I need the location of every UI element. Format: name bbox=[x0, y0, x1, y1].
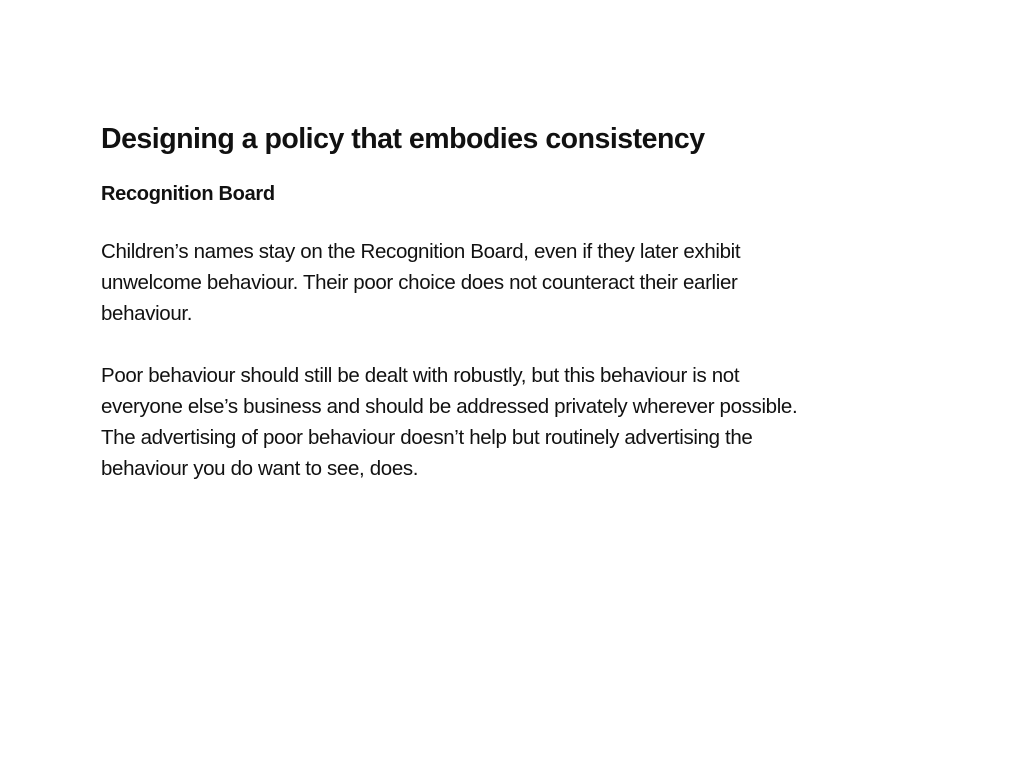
paragraph-line: Poor behaviour should still be dealt with robustly, but this behaviour is not bbox=[101, 364, 740, 388]
paragraph-line: Children’s names stay on the Recognition Board, even if they later exhibit bbox=[101, 240, 741, 264]
paragraph-line: behaviour you do want to see, does. bbox=[101, 457, 419, 481]
paragraph-line: everyone else’s business and should be addressed privately wherever possible. bbox=[101, 395, 798, 419]
slide-content bbox=[101, 122, 951, 484]
paragraph-line: unwelcome behaviour. Their poor choice does not counteract their earlier bbox=[101, 271, 738, 295]
paragraph-line: The advertising of poor behaviour doesn’t help but routinely advertising the bbox=[101, 426, 753, 450]
slide-title: Designing a policy that embodies consistency bbox=[101, 123, 705, 155]
paragraph-poor-behaviour bbox=[101, 360, 951, 484]
section-subheading: Recognition Board bbox=[101, 183, 275, 206]
paragraph-recognition-board bbox=[101, 236, 951, 329]
paragraph-line: behaviour. bbox=[101, 302, 193, 326]
